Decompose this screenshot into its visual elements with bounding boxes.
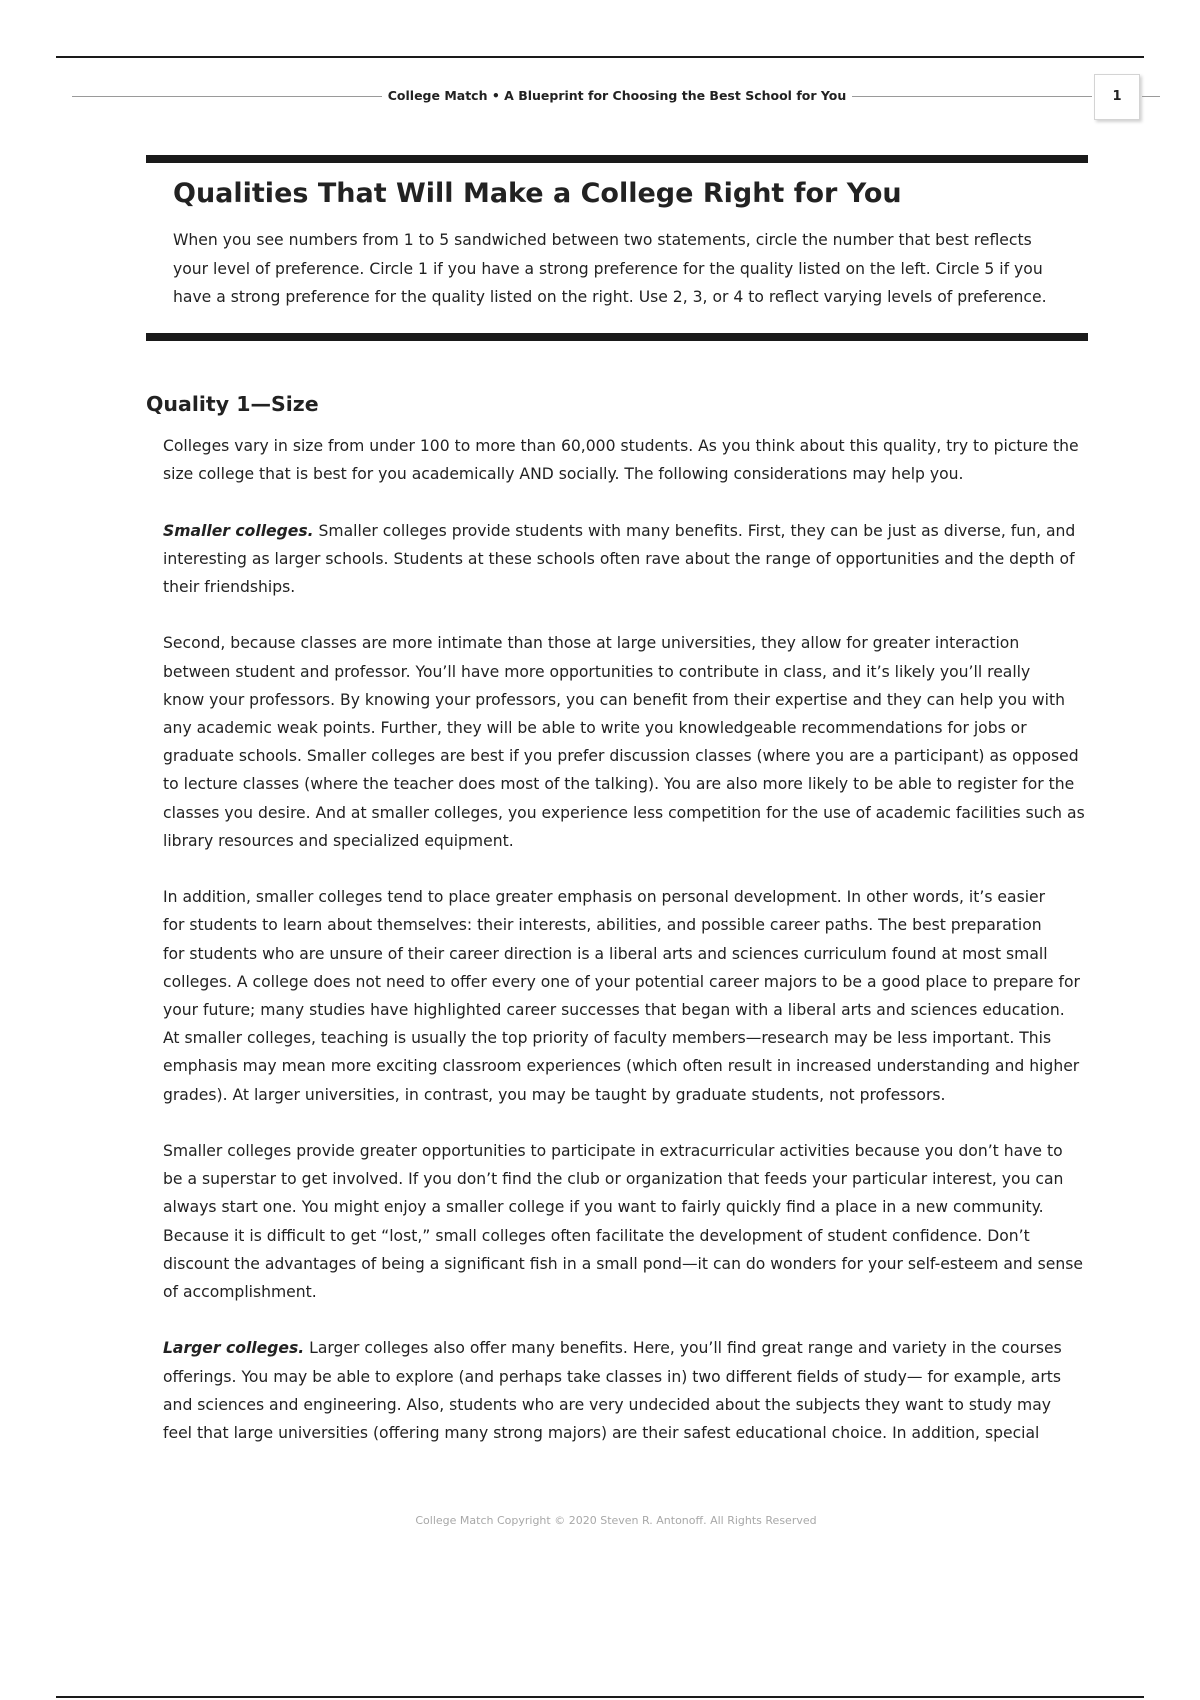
text-line: know your professors. By knowing your professors, you can benefit from their expertise and they can help you with: [163, 690, 1065, 709]
text-line: offerings. You may be able to explore (and perhaps take classes in) two different fields of study— for example, arts: [163, 1367, 1062, 1386]
paragraph-classes: [163, 629, 1123, 855]
instructions-line: your level of preference. Circle 1 if you have a strong preference for the quality listed on the left. Circle 5 if you: [173, 259, 1043, 278]
bottom-border-rule: [56, 1696, 1144, 1698]
page-number-badge: 1: [1094, 74, 1140, 120]
instructions-text: [173, 226, 1103, 312]
text-line: Colleges vary in size from under 100 to more than 60,000 students. As you think about this quality, try to picture the: [163, 437, 1079, 455]
section-heading: Quality 1—Size: [146, 392, 319, 416]
text-run: Larger colleges also offer many benefits. Here, you’ll find great range and variety in the courses: [304, 1339, 1062, 1358]
copyright-footer: College Match Copyright © 2020 Steven R. Antonoff. All Rights Reserved: [415, 1514, 817, 1527]
header-rule-left: [72, 96, 382, 97]
run-in-heading: Larger colleges.: [163, 1339, 305, 1358]
header-rule-right: [852, 96, 1092, 97]
text-line: any academic weak points. Further, they will be able to write you knowledgeable recommendations for jobs or: [163, 719, 1027, 737]
text-line: emphasis may mean more exciting classroom experiences (which often result in increased understanding and higher: [163, 1057, 1080, 1076]
intro-box-top-bar: [146, 155, 1088, 163]
text-line: graduate schools. Smaller colleges are best if you prefer discussion classes (where you are a participant) as opposed: [163, 747, 1079, 766]
text-line: colleges. A college does not need to offer every one of your potential career majors to be a good place to prepare for: [163, 972, 1080, 991]
text-line: size college that is best for you academically AND socially. The following considerations may help you.: [163, 465, 964, 484]
text-line: interesting as larger schools. Students at these schools often rave about the range of opportunities and the depth of: [163, 549, 1075, 568]
text-line: discount the advantages of being a significant fish in a small pond—it can do wonders for your self-esteem and sense: [163, 1254, 1083, 1273]
text-line: [163, 517, 1123, 545]
text-line: always start one. You might enjoy a smaller college if you want to fairly quickly find a place in a new community.: [163, 1198, 1044, 1217]
text-line: of accomplishment.: [163, 1283, 317, 1302]
header-rule-tail: [1142, 96, 1160, 97]
text-line: for students who are unsure of their career direction is a liberal arts and sciences curriculum found at most small: [163, 944, 1048, 963]
text-line: between student and professor. You’ll have more opportunities to contribute in class, and it’s likely you’ll really: [163, 662, 1031, 681]
text-line: library resources and specialized equipment.: [163, 831, 514, 850]
text-line: and sciences and engineering. Also, students who are very undecided about the subjects they want to study may: [163, 1395, 1051, 1414]
run-in-heading: Smaller colleges.: [163, 521, 314, 540]
paragraph-larger-colleges: [163, 1334, 1123, 1447]
instructions-line: When you see numbers from 1 to 5 sandwiched between two statements, circle the number that best reflects: [173, 231, 1032, 249]
paragraph-personal-development: [163, 883, 1123, 1109]
paragraph-extracurricular: [163, 1137, 1123, 1306]
text-line: their friendships.: [163, 578, 296, 596]
text-line: At smaller colleges, teaching is usually the top priority of faculty members—research may be less important. This: [163, 1029, 1052, 1048]
running-head: College Match • A Blueprint for Choosing the Best School for You: [387, 88, 847, 103]
text-run: Smaller colleges provide students with many benefits. First, they can be just as diverse, fun, and: [313, 521, 1076, 540]
text-line: Smaller colleges provide greater opportunities to participate in extracurricular activities because you don’t have to: [163, 1142, 1063, 1161]
text-line: be a superstar to get involved. If you don’t find the club or organization that feeds your particular interest, you can: [163, 1170, 1064, 1189]
top-border-rule: [56, 56, 1144, 58]
text-line: [163, 1334, 1123, 1362]
paragraph-intro: [163, 432, 1123, 488]
text-line: In addition, smaller colleges tend to place greater emphasis on personal development. In other words, it’s easier: [163, 888, 1046, 907]
text-line: to lecture classes (where the teacher does most of the talking). You are also more likely to be able to register for the: [163, 775, 1075, 794]
text-line: for students to learn about themselves: their interests, abilities, and possible career paths. The best preparation: [163, 916, 1042, 935]
section-body: [163, 432, 1123, 1475]
text-line: classes you desire. And at smaller colleges, you experience less competition for the use of academic facilities such as: [163, 803, 1085, 822]
text-line: Because it is difficult to get “lost,” small colleges often facilitate the development of student confidence. Don’t: [163, 1226, 1030, 1245]
intro-box-bottom-bar: [146, 333, 1088, 341]
instructions-line: have a strong preference for the quality listed on the right. Use 2, 3, or 4 to reflect varying levels of preference.: [173, 288, 1047, 306]
paragraph-smaller-colleges: [163, 517, 1123, 602]
text-line: grades). At larger universities, in contrast, you may be taught by graduate students, not professors.: [163, 1085, 946, 1104]
page-title: Qualities That Will Make a College Right for You: [173, 178, 902, 209]
text-line: Second, because classes are more intimate than those at large universities, they allow for greater interaction: [163, 634, 1020, 653]
text-line: feel that large universities (offering many strong majors) are their safest educational choice. In addition, special: [163, 1424, 1040, 1443]
text-line: your future; many studies have highlighted career successes that began with a liberal arts and sciences education.: [163, 1001, 1065, 1020]
